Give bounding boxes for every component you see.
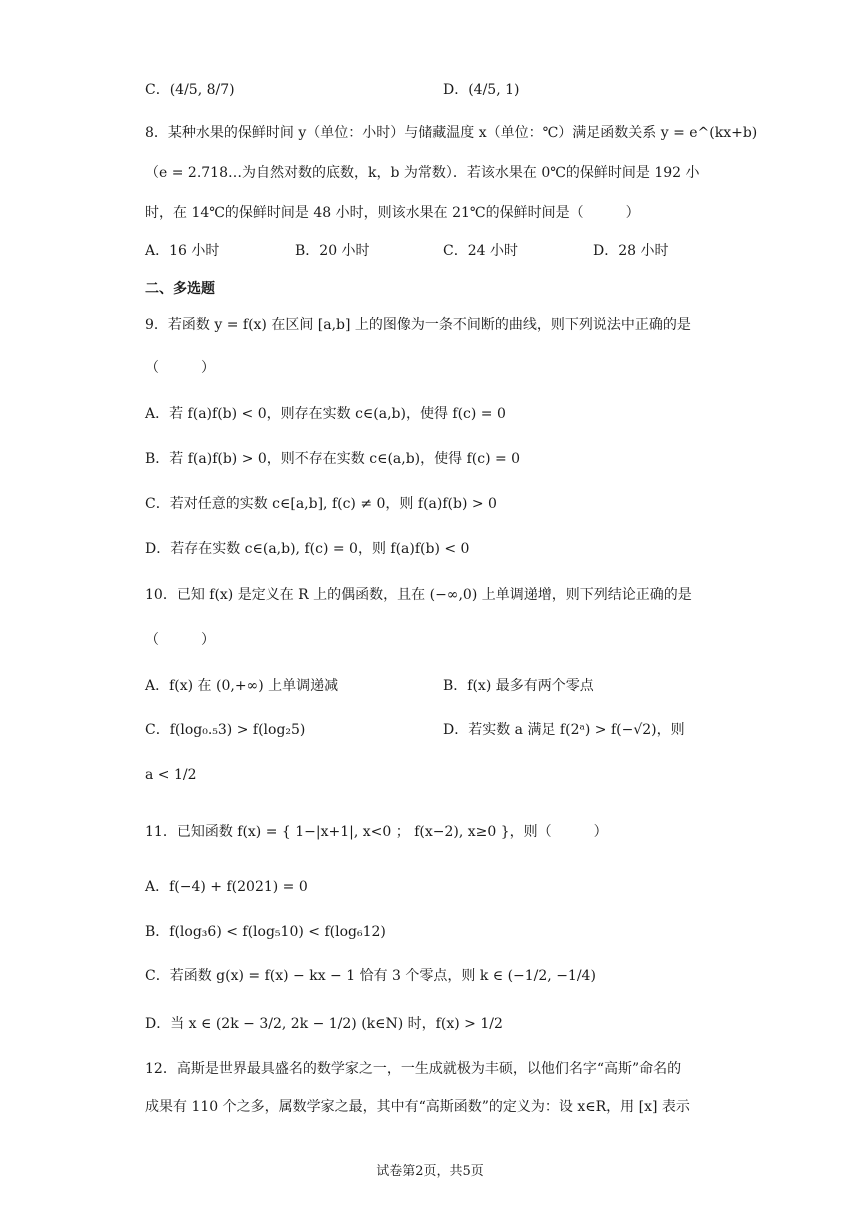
q9-option-c: C．若对任意的实数 c∈[a,b], f(c) ≠ 0，则 f(a)f(b) > 0 xyxy=(145,496,497,512)
q10-option-a: A．f(x) 在 (0,+∞) 上单调递减 xyxy=(145,678,339,694)
q11-option-a: A．f(−4) + f(2021) = 0 xyxy=(145,879,308,895)
q12-stem-line2: 成果有 110 个之多，属数学家之最，其中有“高斯函数”的定义为：设 x∈R，用 [x] 表示 xyxy=(145,1099,690,1115)
q12-stem-line1: 12．高斯是世界最具盛名的数学家之一，一生成就极为丰硕，以他们名字“高斯”命名的 xyxy=(145,1061,682,1077)
q9-stem-line2: （ ） xyxy=(145,360,215,376)
q7-option-d: D．(4/5, 1) xyxy=(443,82,520,98)
q11-option-d: D．当 x ∈ (2k − 3/2, 2k − 1/2) (k∈N) 时，f(x) > 1/2 xyxy=(145,1016,503,1032)
q9-option-a: A．若 f(a)f(b) < 0，则存在实数 c∈(a,b)，使得 f(c) = 0 xyxy=(145,406,506,422)
page-footer: 试卷第2页，共5页 xyxy=(376,1164,484,1179)
q10-stem-line1: 10．已知 f(x) 是定义在 R 上的偶函数，且在 (−∞,0) 上单调递增，则下列结论正确的是 xyxy=(145,587,692,603)
q10-option-d: D．若实数 a 满足 f(2ᵃ) > f(−√2)，则 xyxy=(443,722,685,738)
q10-stem-line2: （ ） xyxy=(145,632,215,648)
q10-option-c: C．f(log₀.₅3) > f(log₂5) xyxy=(145,722,306,738)
q11-option-c: C．若函数 g(x) = f(x) − kx − 1 恰有 3 个零点，则 k ∈ (−1/2, −1/4) xyxy=(145,968,596,984)
q9-stem-line1: 9．若函数 y = f(x) 在区间 [a,b] 上的图像为一条不间断的曲线，则下列说法中正确的是 xyxy=(145,317,691,333)
q9-option-b: B．若 f(a)f(b) > 0，则不存在实数 c∈(a,b)，使得 f(c) = 0 xyxy=(145,451,521,467)
q8-stem-line1: 8．某种水果的保鲜时间 y（单位：小时）与储藏温度 x（单位：℃）满足函数关系 y = e^(kx+b) xyxy=(145,125,758,141)
q8-stem-line3: 时，在 14℃的保鲜时间是 48 小时，则该水果在 21℃的保鲜时间是（ ） xyxy=(145,205,640,221)
q11-option-b: B．f(log₃6) < f(log₅10) < f(log₆12) xyxy=(145,924,386,940)
q8-option-d: D．28 小时 xyxy=(593,243,669,259)
section-title: 二、多选题 xyxy=(145,281,215,297)
q8-option-b: B．20 小时 xyxy=(295,243,370,259)
q7-option-c: C．(4/5, 8/7) xyxy=(145,82,235,98)
q11-stem: 11．已知函数 f(x) = { 1−|x+1|, x<0 ； f(x−2), x≥0 }，则（ ） xyxy=(145,824,608,840)
q9-option-d: D．若存在实数 c∈(a,b), f(c) = 0，则 f(a)f(b) < 0 xyxy=(145,541,470,557)
q8-stem-line2: （e = 2.718…为自然对数的底数，k，b 为常数）．若该水果在 0℃的保鲜时间是 192 小 xyxy=(145,165,700,181)
q10-option-d-continuation: a < 1/2 xyxy=(145,767,197,783)
q10-option-b: B．f(x) 最多有两个零点 xyxy=(443,678,594,694)
q8-option-a: A．16 小时 xyxy=(145,243,220,259)
q8-option-c: C．24 小时 xyxy=(443,243,518,259)
